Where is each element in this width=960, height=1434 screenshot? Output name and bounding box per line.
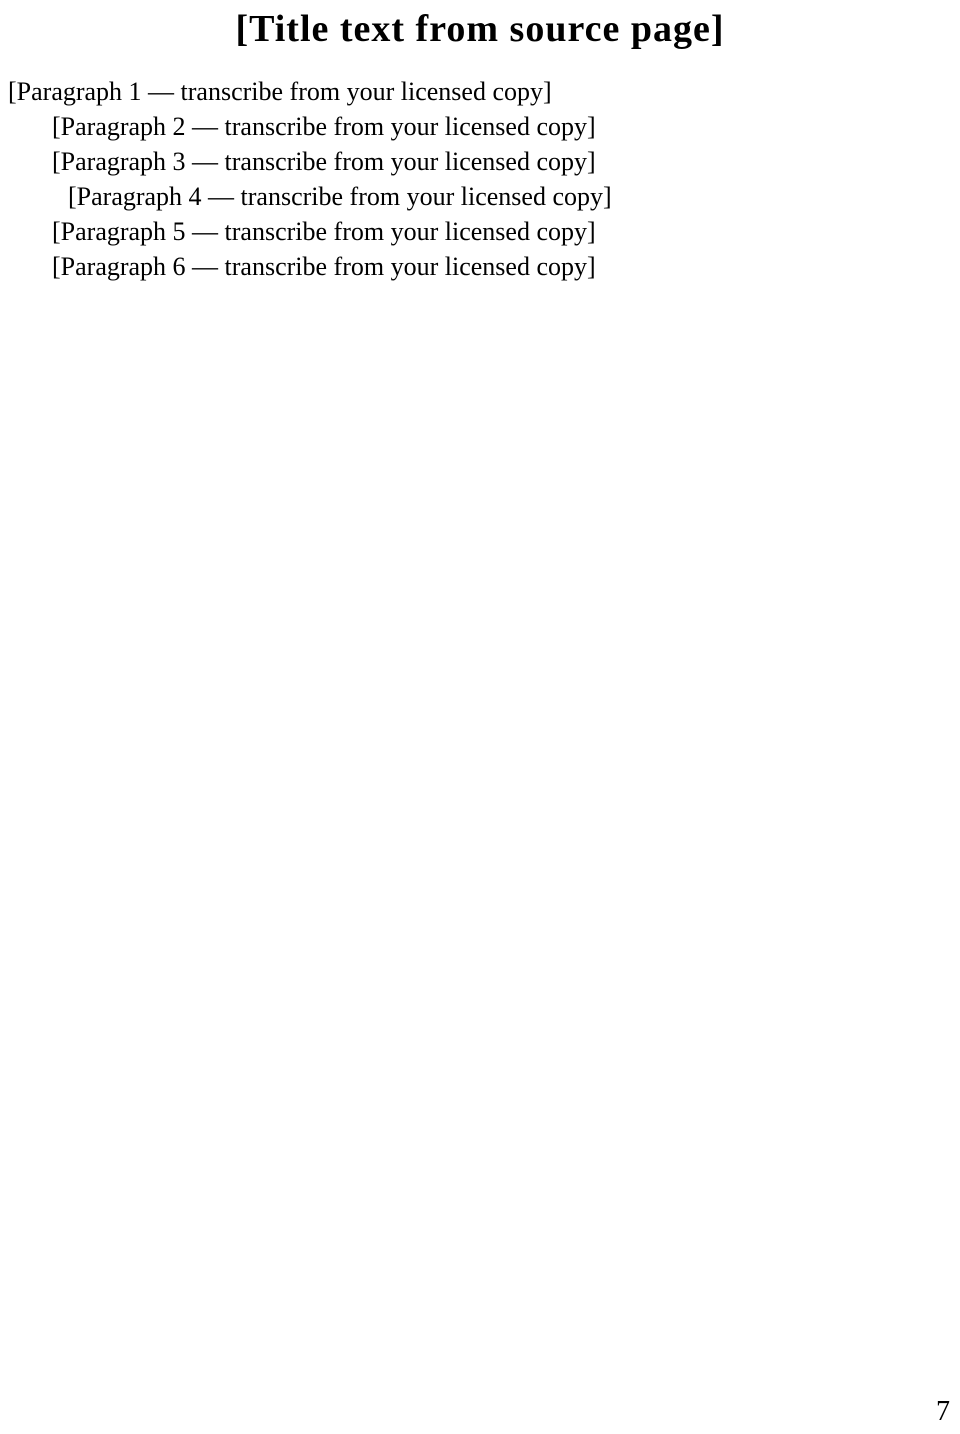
page-number: 7 [936, 1396, 950, 1427]
paragraph: [Paragraph 4 — transcribe from your licensed copy] [68, 182, 612, 211]
document-page [8, 0, 952, 1434]
paragraph: [Paragraph 3 — transcribe from your licensed copy] [52, 147, 596, 176]
paragraph: [Paragraph 6 — transcribe from your licensed copy] [52, 252, 596, 281]
paragraph: [Paragraph 1 — transcribe from your licensed copy] [8, 77, 552, 106]
paragraph: [Paragraph 5 — transcribe from your licensed copy] [52, 217, 596, 246]
page-title: [Title text from source page] [235, 8, 725, 50]
paragraph: [Paragraph 2 — transcribe from your licensed copy] [52, 112, 596, 141]
body-text [8, 74, 952, 284]
